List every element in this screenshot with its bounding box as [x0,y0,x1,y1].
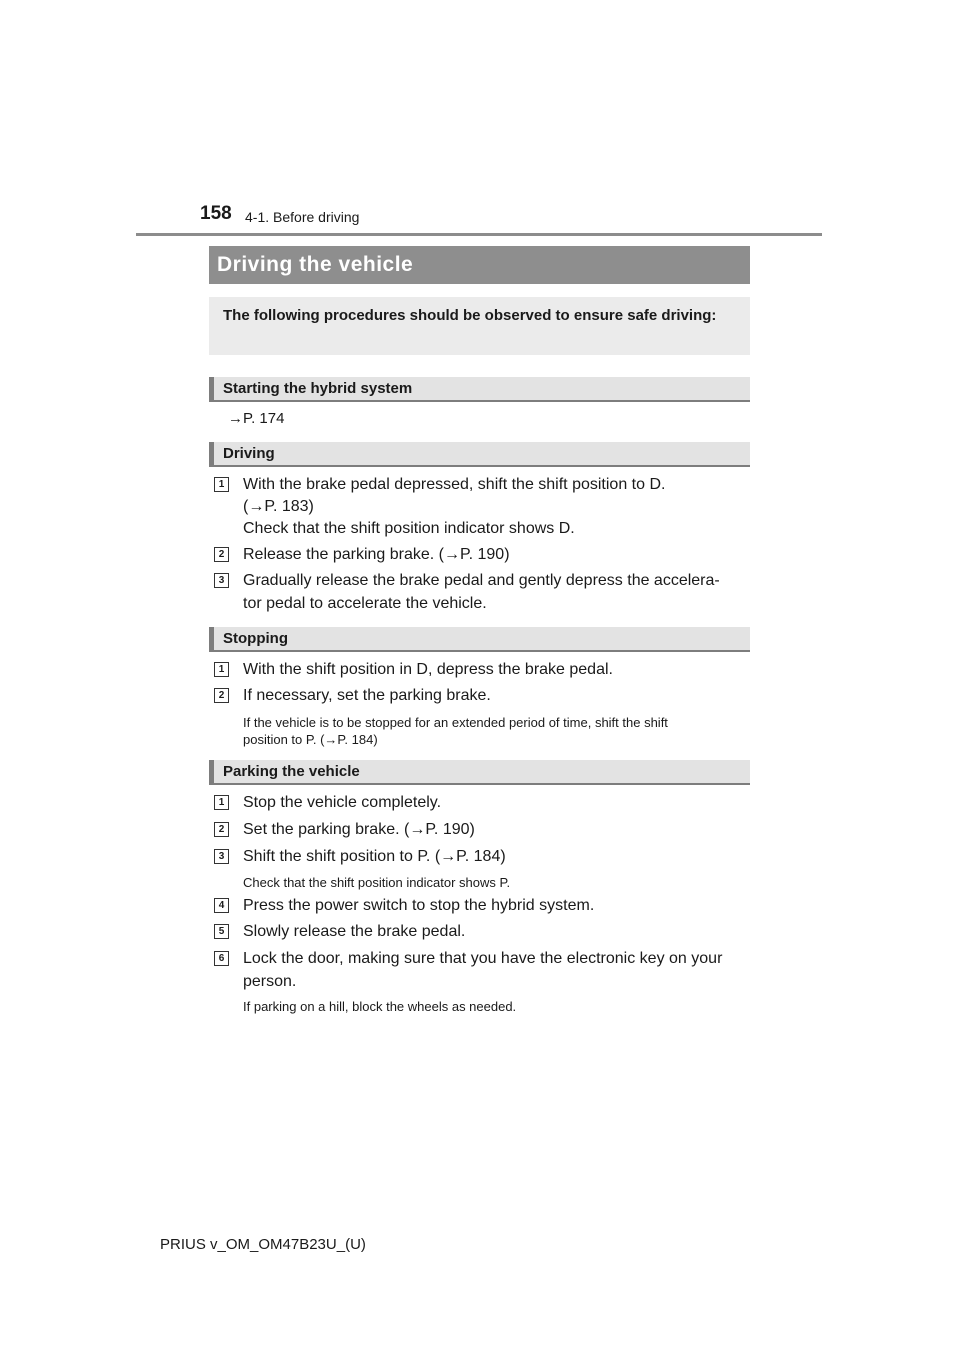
step-number: 6 [214,951,229,966]
step-text: Slowly release the brake pedal. [243,923,466,940]
subheading-driving: Driving [209,442,750,467]
starting-reference: →P. 174 [228,410,285,427]
step-text: With the shift position in D, depress the brake pedal. [243,661,613,678]
step-text-continued: (→P. 183) [243,498,314,515]
note-text: Check that the shift position indicator shows P. [243,875,511,890]
step-number: 2 [214,822,229,837]
step-text: With the brake pedal depressed, shift the shift position to D. [243,476,666,493]
page-title: Driving the vehicle [209,246,750,284]
step-number: 1 [214,795,229,810]
intro-box: The following procedures should be observed to ensure safe driving: [209,297,750,355]
step-number: 3 [214,573,229,588]
step-text-continued: Check that the shift position indicator shows D. [243,520,575,537]
step-number: 1 [214,662,229,677]
step-text: Gradually release the brake pedal and gently depress the accelera- [243,572,720,589]
subheading-stopping: Stopping [209,627,750,652]
step-text: If necessary, set the parking brake. [243,687,491,704]
step-text: Lock the door, making sure that you have the electronic key on your [243,950,723,967]
step-number: 2 [214,688,229,703]
step-text-continued: person. [243,973,297,990]
step-number: 3 [214,849,229,864]
header-rule [136,233,822,236]
step-text: Stop the vehicle completely. [243,794,442,811]
section-label: 4-1. Before driving [245,209,360,225]
subheading-parking: Parking the vehicle [209,760,750,785]
step-text: Release the parking brake. (→P. 190) [243,546,510,563]
footer-code: PRIUS v_OM_OM47B23U_(U) [160,1236,366,1253]
step-text: Shift the shift position to P. (→P. 184) [243,848,506,865]
page-number: 158 [200,203,232,224]
note-text: position to P. (→P. 184) [243,732,378,747]
step-number: 1 [214,477,229,492]
note-text: If parking on a hill, block the wheels as needed. [243,999,517,1014]
step-text: Set the parking brake. (→P. 190) [243,821,475,838]
note-text: If the vehicle is to be stopped for an extended period of time, shift the shift [243,715,668,730]
step-text-continued: tor pedal to accelerate the vehicle. [243,595,487,612]
step-number: 5 [214,924,229,939]
step-number: 2 [214,547,229,562]
subheading-starting: Starting the hybrid system [209,377,750,402]
step-number: 4 [214,898,229,913]
step-text: Press the power switch to stop the hybrid system. [243,897,595,914]
